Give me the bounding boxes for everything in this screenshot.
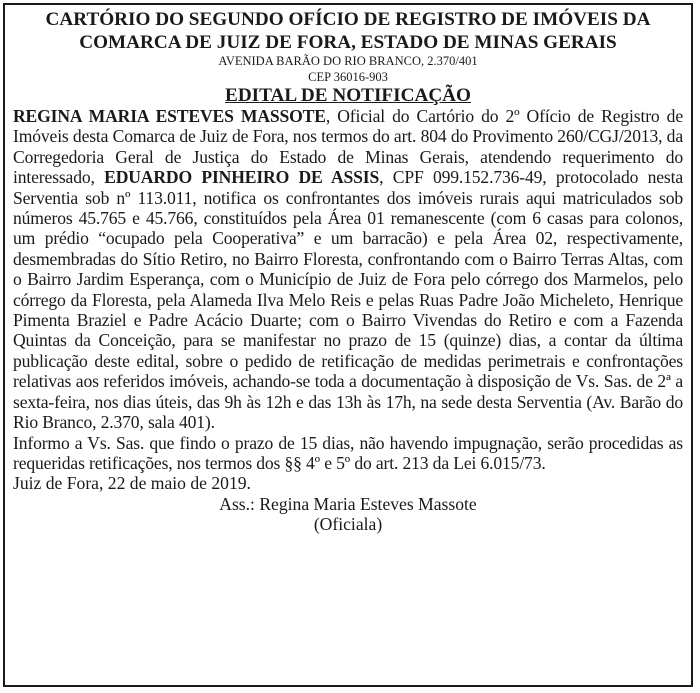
notice-text-part-2: , CPF 099.152.736-49, protocolado nesta Serventia sob nº 113.011, notifica os confrontantes dos imóveis rurais aqui matriculados sob números 45.765 e 45.766, constituídos pela Área 01 remanescente (com 6 casas para colonos, um prédio “ocupado pela Cooperativa” e um barracão) e pela Área 02, respectivamente, desmembradas do Sítio Retiro, no Bairro Floresta, confrontando com o Bairro Terras Altas, com o Bairro Jardim Esperança, com o Município de Juiz de Fora pelo córrego dos Marmelos, pelo córrego da Floresta, pela Alameda Ilva Melo Reis e pelas Ruas Padre João Micheleto, Henrique Pimenta Braziel e Padre Acácio Duarte; com o Bairro Vivendas do Retiro e com a Fazenda Quintas da Conceição, para se manifestar no prazo de 15 (quinze) dias, a contar da última publicação deste edital, sobre o pedido de retificação de medidas perimetrais e confrontações relativas aos referidos imóveis, achando-se toda a documentação à disposição de Vs. Sas. de 2ª a sexta-feira, nos dias úteis, das 9h às 12h e das 13h às 17h, na sede desta Serventia (Av. Barão do Rio Branco, 2.370, sala 401). [13,167,683,433]
notice-paragraph-1 [13,106,683,433]
signature-role: (Oficiala) [313,514,383,535]
officer-name: REGINA MARIA ESTEVES MASSOTE [13,106,326,126]
registry-address: AVENIDA BARÃO DO RIO BRANCO, 2.370/401 [218,54,478,68]
interested-name: EDUARDO PINHEIRO DE ASSIS [104,167,380,188]
notice-paragraph-2: Informo a Vs. Sas. que findo o prazo de 15 dias, não havendo impugnação, serão procedidas as requeridas retificações, nos termos dos §§ 4º e 5º do art. 213 da Lei 6.015/73. [13,432,683,473]
notice-text-part-1: , Oficial do Cartório do 2º Ofício de Registro de Imóveis desta Comarca de Juiz de Fora, nos termos do art. 804 do Provimento 260/CGJ/2013, da Corregedoria Geral de Justiça do Estado de Minas Gerais, atendendo requerimento do interessado, [13,106,683,188]
registry-title-line-1: CARTÓRIO DO SEGUNDO OFÍCIO DE REGISTRO DE IMÓVEIS DA [45,9,651,30]
notice-box [3,3,693,687]
edital-title: EDITAL DE NOTIFICAÇÃO [225,85,471,106]
date-line: Juiz de Fora, 22 de maio de 2019. [13,473,251,494]
signature-line: Ass.: Regina Maria Esteves Massote [219,493,477,514]
registry-cep: CEP 36016-903 [308,69,388,84]
registry-title-line-2: COMARCA DE JUIZ DE FORA, ESTADO DE MINAS GERAIS [79,32,617,53]
